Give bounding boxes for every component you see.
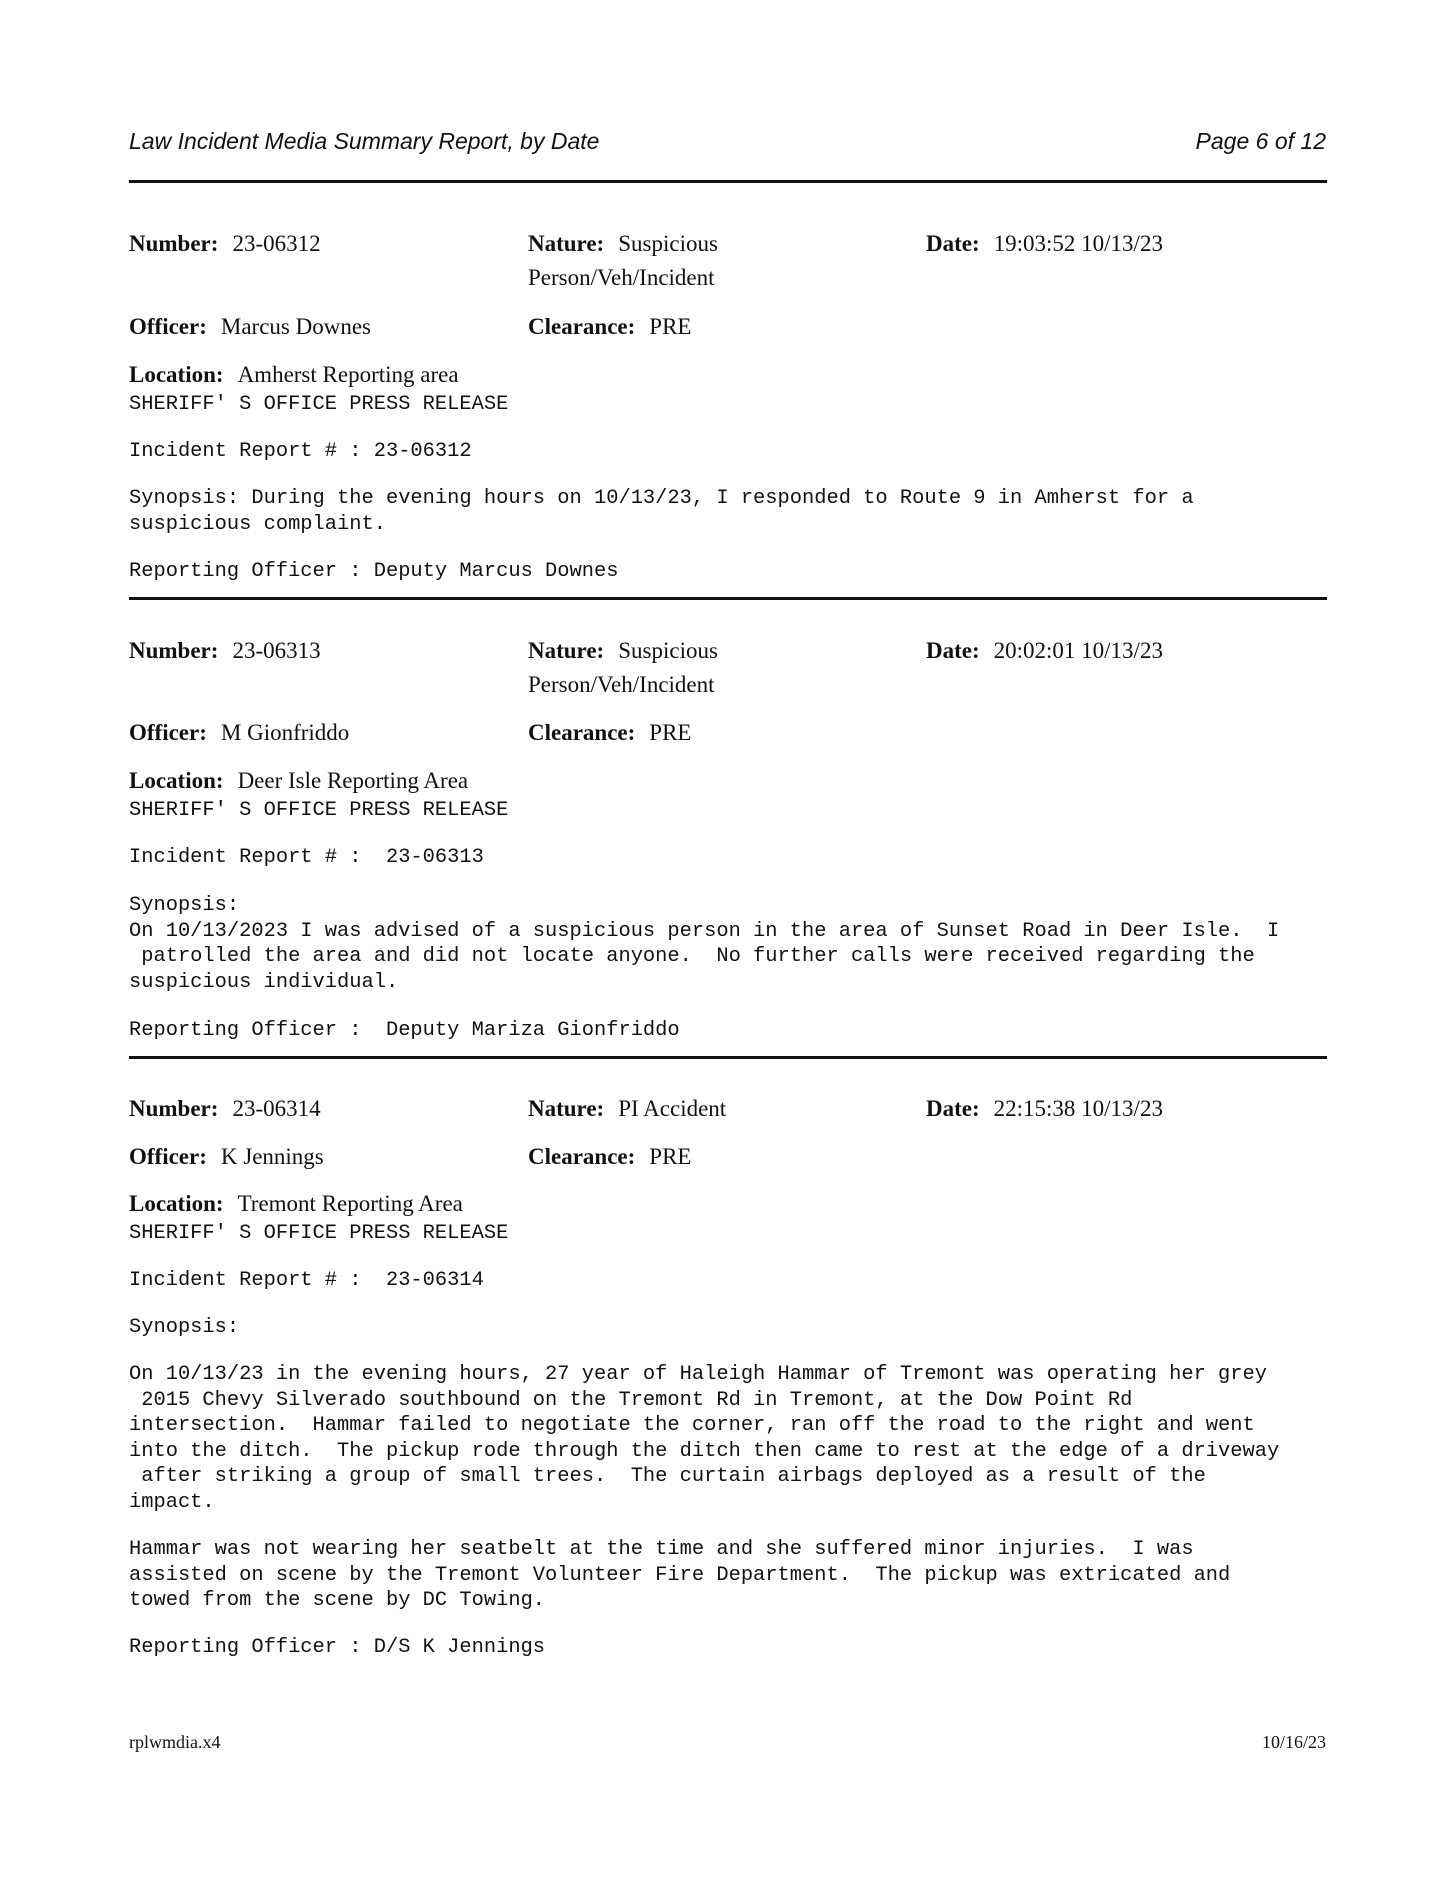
page-number: Page 6 of 12 — [1195, 128, 1326, 154]
incident-officer — [129, 716, 349, 750]
number-value: 23-06312 — [232, 231, 321, 256]
press-release-line: SHERIFF' S OFFICE PRESS RELEASE — [129, 393, 509, 416]
officer-label: Officer: — [129, 314, 207, 339]
incident-officer — [129, 1140, 324, 1174]
nature-value-line2: Person/Veh/Incident — [528, 672, 715, 697]
incident-number — [129, 227, 321, 261]
number-label: Number: — [129, 1096, 219, 1121]
footer-report-id: rplwmdia.x4 — [129, 1732, 221, 1752]
nature-label: Nature: — [528, 1096, 605, 1121]
incident-location — [129, 358, 459, 392]
incident-clearance — [528, 716, 691, 750]
officer-value: K Jennings — [220, 1144, 324, 1169]
report-title: Law Incident Media Summary Report, by Date — [129, 128, 600, 154]
location-label: Location: — [129, 362, 224, 387]
nature-label: Nature: — [528, 638, 605, 663]
location-value: Deer Isle Reporting Area — [237, 768, 469, 793]
nature-value: PI Accident — [618, 1096, 727, 1121]
incident-clearance — [528, 310, 691, 344]
press-release-line: SHERIFF' S OFFICE PRESS RELEASE — [129, 1222, 509, 1245]
synopsis-text: Synopsis: On 10/13/2023 I was advised of a suspicious person in the area of Sunset Road in Deer Isle. I patrolled the area and did not locate anyone. No further calls were received regarding the suspicious individual. — [129, 894, 1280, 994]
synopsis-paragraph: Hammar was not wearing her seatbelt at the time and she suffered minor injuries. I was assisted on scene by the Tremont Volunteer Fire Department. The pickup was extricated and towed from the scene by DC Towing. — [129, 1538, 1231, 1613]
synopsis-text: Synopsis: During the evening hours on 10/13/23, I responded to Route 9 in Amherst for a suspicious complaint. — [129, 487, 1194, 536]
clearance-label: Clearance: — [528, 720, 636, 745]
reporting-officer: Reporting Officer : Deputy Mariza Gionfriddo — [129, 1019, 680, 1042]
date-value: 19:03:52 10/13/23 — [993, 231, 1163, 256]
location-value: Amherst Reporting area — [237, 362, 459, 387]
incident-report-number: Incident Report # : 23-06313 — [129, 846, 484, 869]
incident-number — [129, 634, 321, 668]
clearance-label: Clearance: — [528, 314, 636, 339]
synopsis-label: Synopsis: — [129, 1316, 240, 1339]
press-release-line: SHERIFF' S OFFICE PRESS RELEASE — [129, 799, 509, 822]
clearance-value: PRE — [649, 720, 692, 745]
number-label: Number: — [129, 231, 219, 256]
nature-value: Suspicious — [618, 638, 718, 663]
officer-label: Officer: — [129, 720, 207, 745]
officer-value: Marcus Downes — [220, 314, 371, 339]
clearance-label: Clearance: — [528, 1144, 636, 1169]
date-label: Date: — [926, 231, 980, 256]
record-divider — [129, 1056, 1327, 1059]
nature-value: Suspicious — [618, 231, 718, 256]
officer-value: M Gionfriddo — [220, 720, 350, 745]
reporting-officer: Reporting Officer : D/S K Jennings — [129, 1636, 546, 1659]
location-label: Location: — [129, 1191, 224, 1216]
incident-location — [129, 764, 468, 798]
date-label: Date: — [926, 1096, 980, 1121]
footer-print-date: 10/16/23 — [1261, 1732, 1326, 1752]
incident-date — [926, 227, 1163, 261]
incident-date — [926, 1092, 1163, 1126]
number-value: 23-06313 — [232, 638, 321, 663]
date-value: 20:02:01 10/13/23 — [993, 638, 1163, 663]
date-label: Date: — [926, 638, 980, 663]
nature-label: Nature: — [528, 231, 605, 256]
incident-report-number: Incident Report # : 23-06312 — [129, 440, 472, 463]
incident-nature — [528, 1092, 726, 1126]
incident-date — [926, 634, 1163, 668]
number-value: 23-06314 — [232, 1096, 321, 1121]
location-label: Location: — [129, 768, 224, 793]
clearance-value: PRE — [649, 1144, 692, 1169]
incident-report-number: Incident Report # : 23-06314 — [129, 1269, 484, 1292]
clearance-value: PRE — [649, 314, 692, 339]
nature-value-line2: Person/Veh/Incident — [528, 265, 715, 290]
header-divider — [129, 180, 1327, 183]
record-divider — [129, 597, 1327, 600]
officer-label: Officer: — [129, 1144, 207, 1169]
incident-number — [129, 1092, 321, 1126]
incident-nature — [528, 634, 768, 702]
incident-clearance — [528, 1140, 691, 1174]
incident-officer — [129, 310, 371, 344]
incident-location — [129, 1187, 463, 1221]
date-value: 22:15:38 10/13/23 — [993, 1096, 1163, 1121]
number-label: Number: — [129, 638, 219, 663]
incident-nature — [528, 227, 768, 295]
location-value: Tremont Reporting Area — [237, 1191, 463, 1216]
reporting-officer: Reporting Officer : Deputy Marcus Downes — [129, 560, 619, 583]
synopsis-paragraph: On 10/13/23 in the evening hours, 27 year of Haleigh Hammar of Tremont was operating her grey 2015 Chevy Silverado southbound on the Tremont Rd in Tremont, at the Dow Point Rd intersection. Hammar failed to negotiate the corner, ran off the road to the right and went into the ditch. The pickup rode through the ditch then came to rest at the edge of a driveway after striking a group of small trees. The curtain airbags deployed as a result of the impact. — [129, 1363, 1280, 1514]
